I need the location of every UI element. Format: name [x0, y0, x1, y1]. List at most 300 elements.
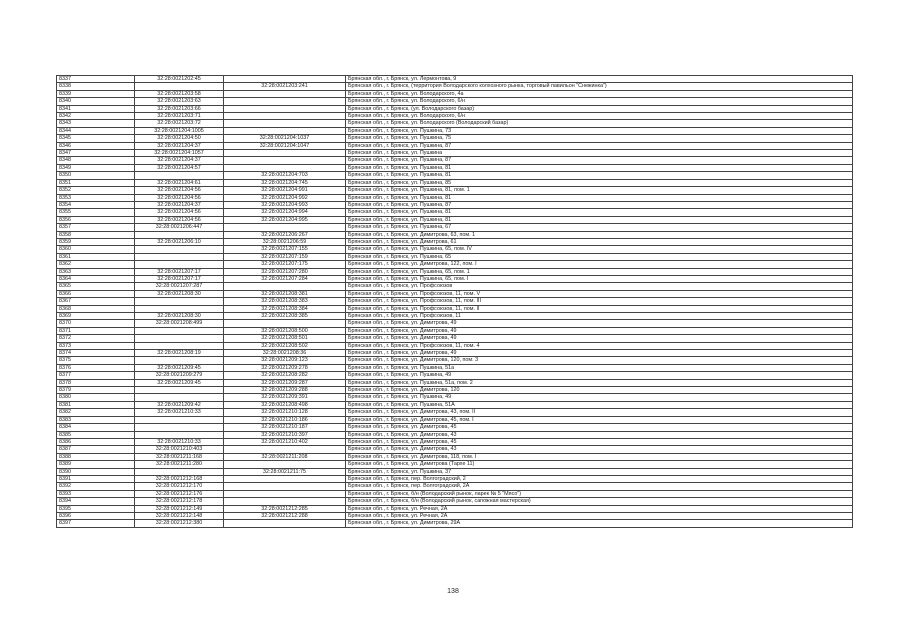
- building-cadastral-number-cell: 32:28:0021209:123: [224, 357, 346, 364]
- building-cadastral-number-cell: [224, 224, 346, 231]
- address-cell: Брянская обл., г. Брянск, ул. Димитрова, 43: [346, 446, 853, 453]
- address-cell: Брянская обл., г. Брянск, ул. Пушкина, 51А: [346, 401, 853, 408]
- building-cadastral-number-cell: [224, 150, 346, 157]
- land-cadastral-number-cell: 32:28:0021212:170: [135, 483, 224, 490]
- row-number-cell: 8341: [57, 105, 135, 112]
- land-cadastral-number-cell: 32:28:0021204:57: [135, 164, 224, 171]
- land-cadastral-number-cell: [135, 305, 224, 312]
- address-cell: Брянская обл., г. Брянск, ул. Пушкина, 81: [346, 172, 853, 179]
- building-cadastral-number-cell: 32:28:0021210:402: [224, 438, 346, 445]
- land-cadastral-number-cell: [135, 298, 224, 305]
- land-cadastral-number-cell: 32:28:0021204:37: [135, 201, 224, 208]
- land-cadastral-number-cell: [135, 253, 224, 260]
- row-number-cell: 8378: [57, 379, 135, 386]
- address-cell: Брянская обл., г. Брянск, ул. Профсоюзов, 11, пом. III: [346, 298, 853, 305]
- land-cadastral-number-cell: 32:28:0021208:499: [135, 320, 224, 327]
- land-cadastral-number-cell: [135, 83, 224, 90]
- table-row: [57, 231, 853, 238]
- land-cadastral-number-cell: [135, 357, 224, 364]
- building-cadastral-number-cell: [224, 520, 346, 527]
- table-row: [57, 327, 853, 334]
- address-cell: Брянская обл., г. Брянск, ул. Димитрова, 43, пом. II: [346, 409, 853, 416]
- address-cell: Брянская обл., г. Брянск, ул. Димитрова, 49: [346, 350, 853, 357]
- row-number-cell: 8376: [57, 364, 135, 371]
- row-number-cell: 8339: [57, 90, 135, 97]
- table-row: [57, 201, 853, 208]
- row-number-cell: 8374: [57, 350, 135, 357]
- building-cadastral-number-cell: 32:28:0021209:391: [224, 394, 346, 401]
- land-cadastral-number-cell: 32:28:0021203:58: [135, 90, 224, 97]
- land-cadastral-number-cell: 32:28:0021207:287: [135, 283, 224, 290]
- building-cadastral-number-cell: [224, 490, 346, 497]
- building-cadastral-number-cell: 32:28:0021204:994: [224, 209, 346, 216]
- land-cadastral-number-cell: [135, 261, 224, 268]
- building-cadastral-number-cell: [224, 98, 346, 105]
- land-cadastral-number-cell: 32:28:0021202:45: [135, 76, 224, 83]
- building-cadastral-number-cell: 32:28:0021208:36: [224, 350, 346, 357]
- land-cadastral-number-cell: 32:28:0021203:71: [135, 113, 224, 120]
- address-cell: Брянская обл., г. Брянск, (ул. Володарского базар): [346, 105, 853, 112]
- table-row: [57, 105, 853, 112]
- address-cell: Брянская обл., г. Брянск, пер. Волгоградский, 2: [346, 475, 853, 482]
- address-cell: Брянская обл., г. Брянск, ул. Пушкина, 49: [346, 372, 853, 379]
- land-cadastral-number-cell: 32:28:0021203:66: [135, 105, 224, 112]
- land-cadastral-number-cell: 32:28:0021206:10: [135, 238, 224, 245]
- building-cadastral-number-cell: 32:28:0021208:383: [224, 298, 346, 305]
- table-row: [57, 424, 853, 431]
- row-number-cell: 8360: [57, 246, 135, 253]
- table-row: [57, 387, 853, 394]
- row-number-cell: 8383: [57, 416, 135, 423]
- building-cadastral-number-cell: 32:28:0021209:288: [224, 387, 346, 394]
- land-cadastral-number-cell: [135, 335, 224, 342]
- address-cell: Брянская обл., г. Брянск, ул. Пушкина, 51а, пом. 2: [346, 379, 853, 386]
- land-cadastral-number-cell: [135, 424, 224, 431]
- row-number-cell: 8346: [57, 142, 135, 149]
- building-cadastral-number-cell: [224, 127, 346, 134]
- building-cadastral-number-cell: [224, 283, 346, 290]
- land-cadastral-number-cell: 32:28:0021210:403: [135, 446, 224, 453]
- row-number-cell: 8377: [57, 372, 135, 379]
- building-cadastral-number-cell: 32:28:0021208:381: [224, 290, 346, 297]
- table-row: [57, 179, 853, 186]
- address-cell: Брянская обл., г. Брянск, ул. Речная, 2А: [346, 505, 853, 512]
- land-cadastral-number-cell: 32:28:0021204:50: [135, 135, 224, 142]
- row-number-cell: 8375: [57, 357, 135, 364]
- table-row: [57, 157, 853, 164]
- building-cadastral-number-cell: [224, 483, 346, 490]
- table-row: [57, 357, 853, 364]
- building-cadastral-number-cell: 32:28:0021206:267: [224, 231, 346, 238]
- land-cadastral-number-cell: 32:28:0021204:1057: [135, 150, 224, 157]
- table-row: [57, 431, 853, 438]
- land-cadastral-number-cell: [135, 416, 224, 423]
- land-cadastral-number-cell: [135, 387, 224, 394]
- row-number-cell: 8394: [57, 498, 135, 505]
- address-cell: Брянская обл., г. Брянск, ул. Димитрова, 29А: [346, 520, 853, 527]
- row-number-cell: 8390: [57, 468, 135, 475]
- table-row: [57, 290, 853, 297]
- land-cadastral-number-cell: 32:28:0021208:30: [135, 290, 224, 297]
- building-cadastral-number-cell: 32:28:0021208:500: [224, 327, 346, 334]
- building-cadastral-number-cell: [224, 320, 346, 327]
- address-cell: Брянская обл., г. Брянск, ул. Пушкина, 87: [346, 157, 853, 164]
- registry-table: [56, 75, 853, 528]
- building-cadastral-number-cell: 32:28:0021207:284: [224, 275, 346, 282]
- land-cadastral-number-cell: 32:28:0021210:33: [135, 409, 224, 416]
- table-row: [57, 275, 853, 282]
- address-cell: Брянская обл., г. Брянск, ул. Димитрова, 61: [346, 238, 853, 245]
- address-cell: Брянская обл., г. Брянск, ул. Димитрова, 118, пом. I: [346, 453, 853, 460]
- table-row: [57, 298, 853, 305]
- row-number-cell: 8353: [57, 194, 135, 201]
- address-cell: Брянская обл., г. Брянск, ул. Димитрова, 120: [346, 387, 853, 394]
- table-row: [57, 520, 853, 527]
- registry-sheet: [56, 75, 852, 528]
- address-cell: Брянская обл., г. Брянск, ул. Пушкина, 81: [346, 216, 853, 223]
- address-cell: Брянская обл., г. Брянск, ул. Димитрова, 45, пом. I: [346, 416, 853, 423]
- table-row: [57, 475, 853, 482]
- building-cadastral-number-cell: 32:28:0021208:501: [224, 335, 346, 342]
- table-row: [57, 216, 853, 223]
- address-cell: Брянская обл., г. Брянск, ул. Димитрова, 49: [346, 320, 853, 327]
- row-number-cell: 8352: [57, 187, 135, 194]
- land-cadastral-number-cell: 32:28:0021211:280: [135, 461, 224, 468]
- land-cadastral-number-cell: 32:28:0021207:17: [135, 275, 224, 282]
- row-number-cell: 8349: [57, 164, 135, 171]
- land-cadastral-number-cell: 32:28:0021206:447: [135, 224, 224, 231]
- address-cell: Брянская обл., г. Брянск, ул. Профсоюзов, 11: [346, 313, 853, 320]
- building-cadastral-number-cell: [224, 164, 346, 171]
- row-number-cell: 8368: [57, 305, 135, 312]
- page-number: 138: [447, 588, 459, 595]
- address-cell: Брянская обл., г. Брянск, ул. Пушкина: [346, 150, 853, 157]
- row-number-cell: 8372: [57, 335, 135, 342]
- building-cadastral-number-cell: 32:28:0021207:175: [224, 261, 346, 268]
- land-cadastral-number-cell: 32:28:0021212:168: [135, 475, 224, 482]
- land-cadastral-number-cell: 32:28:0021204:37: [135, 142, 224, 149]
- land-cadastral-number-cell: 32:28:0021209:42: [135, 401, 224, 408]
- address-cell: Брянская обл., г. Брянск, ул. Пушкина, 81: [346, 164, 853, 171]
- address-cell: Брянская обл., г. Брянск, пер. Волгоградский, 2А: [346, 483, 853, 490]
- land-cadastral-number-cell: 32:28:0021208:30: [135, 313, 224, 320]
- row-number-cell: 8340: [57, 98, 135, 105]
- building-cadastral-number-cell: 32:28:0021212:285: [224, 505, 346, 512]
- row-number-cell: 8344: [57, 127, 135, 134]
- land-cadastral-number-cell: 32:28:0021204:37: [135, 157, 224, 164]
- row-number-cell: 8338: [57, 83, 135, 90]
- building-cadastral-number-cell: 32:28:0021204:992: [224, 194, 346, 201]
- table-row: [57, 120, 853, 127]
- land-cadastral-number-cell: 32:28:0021212:178: [135, 498, 224, 505]
- table-row: [57, 453, 853, 460]
- building-cadastral-number-cell: 32:28:0021204:993: [224, 201, 346, 208]
- table-row: [57, 142, 853, 149]
- table-row: [57, 283, 853, 290]
- address-cell: Брянская обл., г. Брянск, ул. Пушкина, 81: [346, 209, 853, 216]
- address-cell: Брянская обл., г. Брянск, ул. Лермонтова, 9: [346, 76, 853, 83]
- land-cadastral-number-cell: 32:28:0021209:45: [135, 364, 224, 371]
- building-cadastral-number-cell: 32:28:0021207:280: [224, 268, 346, 275]
- address-cell: Брянская обл., г. Брянск, ул. Димитрова, 43: [346, 431, 853, 438]
- address-cell: Брянская обл., г. Брянск, ул. Пушкина, 85: [346, 179, 853, 186]
- table-row: [57, 342, 853, 349]
- address-cell: Брянская обл., г. Брянск, ул. Профсоюзов: [346, 283, 853, 290]
- table-row: [57, 261, 853, 268]
- building-cadastral-number-cell: 32:28:0021204:1037: [224, 135, 346, 142]
- building-cadastral-number-cell: 32:28:0021206:59: [224, 238, 346, 245]
- land-cadastral-number-cell: 32:28:0021212:380: [135, 520, 224, 527]
- row-number-cell: 8342: [57, 113, 135, 120]
- address-cell: Брянская обл., г. Брянск, (территория Володарского колхозного рынка, торговый павильон "Снежинка"): [346, 83, 853, 90]
- address-cell: Брянская обл., г. Брянск, ул. Пушкина, 51а: [346, 364, 853, 371]
- row-number-cell: 8348: [57, 157, 135, 164]
- building-cadastral-number-cell: [224, 498, 346, 505]
- row-number-cell: 8356: [57, 216, 135, 223]
- table-row: [57, 194, 853, 201]
- registry-table-body: [57, 76, 853, 528]
- land-cadastral-number-cell: [135, 468, 224, 475]
- land-cadastral-number-cell: 32:28:0021209:45: [135, 379, 224, 386]
- building-cadastral-number-cell: [224, 105, 346, 112]
- row-number-cell: 8393: [57, 490, 135, 497]
- row-number-cell: 8365: [57, 283, 135, 290]
- table-row: [57, 98, 853, 105]
- table-row: [57, 135, 853, 142]
- land-cadastral-number-cell: 32:28:0021208:19: [135, 350, 224, 357]
- building-cadastral-number-cell: 32:28:0021208:498: [224, 401, 346, 408]
- land-cadastral-number-cell: 32:28:0021209:279: [135, 372, 224, 379]
- land-cadastral-number-cell: 32:28:0021212:148: [135, 512, 224, 519]
- row-number-cell: 8354: [57, 201, 135, 208]
- table-row: [57, 461, 853, 468]
- table-row: [57, 268, 853, 275]
- table-row: [57, 90, 853, 97]
- address-cell: Брянская обл., г. Брянск, ул. Профсоюзов, 11, пом. 4: [346, 342, 853, 349]
- table-row: [57, 498, 853, 505]
- row-number-cell: 8351: [57, 179, 135, 186]
- building-cadastral-number-cell: [224, 90, 346, 97]
- address-cell: Брянская обл., г. Брянск, ул. Володарского, 6/н: [346, 113, 853, 120]
- table-row: [57, 76, 853, 83]
- table-row: [57, 187, 853, 194]
- row-number-cell: 8371: [57, 327, 135, 334]
- address-cell: Брянская обл., г. Брянск, ул. Димитрова, 49: [346, 327, 853, 334]
- land-cadastral-number-cell: 32:28:0021212:176: [135, 490, 224, 497]
- table-row: [57, 364, 853, 371]
- address-cell: Брянская обл., г. Брянск, ул. Пушкина, 65, пом. IV: [346, 246, 853, 253]
- address-cell: Брянская обл., г. Брянск, б/н (Володарский рынок, сапожная мастерская): [346, 498, 853, 505]
- building-cadastral-number-cell: 32:28:0021204:1047: [224, 142, 346, 149]
- building-cadastral-number-cell: 32:28:0021210:397: [224, 431, 346, 438]
- address-cell: Брянская обл., г. Брянск, ул. Димитрова, 45: [346, 424, 853, 431]
- land-cadastral-number-cell: [135, 327, 224, 334]
- address-cell: Брянская обл., г. Брянск, ул. Димитрова, 120, пом. 3: [346, 357, 853, 364]
- building-cadastral-number-cell: 32:28:0021203:241: [224, 83, 346, 90]
- table-row: [57, 438, 853, 445]
- building-cadastral-number-cell: 32:28:0021209:287: [224, 379, 346, 386]
- building-cadastral-number-cell: 32:28:0021208:385: [224, 313, 346, 320]
- table-row: [57, 150, 853, 157]
- land-cadastral-number-cell: 32:28:0021212:149: [135, 505, 224, 512]
- address-cell: Брянская обл., г. Брянск, ул. Пушкина, 75: [346, 135, 853, 142]
- building-cadastral-number-cell: 32:28:0021204:995: [224, 216, 346, 223]
- table-row: [57, 394, 853, 401]
- building-cadastral-number-cell: 32:28:0021210:186: [224, 416, 346, 423]
- address-cell: Брянская обл., г. Брянск, б/н (Володарский рынок, ларек № 5 "Мясо"): [346, 490, 853, 497]
- row-number-cell: 8389: [57, 461, 135, 468]
- table-row: [57, 401, 853, 408]
- building-cadastral-number-cell: [224, 475, 346, 482]
- land-cadastral-number-cell: 32:28:0021204:1005: [135, 127, 224, 134]
- row-number-cell: 8395: [57, 505, 135, 512]
- address-cell: Брянская обл., г. Брянск, ул. Пушкина, 81: [346, 194, 853, 201]
- table-row: [57, 238, 853, 245]
- building-cadastral-number-cell: [224, 120, 346, 127]
- building-cadastral-number-cell: 32:28:0021208:282: [224, 372, 346, 379]
- row-number-cell: 8355: [57, 209, 135, 216]
- table-row: [57, 350, 853, 357]
- table-row: [57, 253, 853, 260]
- address-cell: Брянская обл., г. Брянск, ул. Пушкина, 65: [346, 253, 853, 260]
- table-row: [57, 313, 853, 320]
- row-number-cell: 8366: [57, 290, 135, 297]
- row-number-cell: 8396: [57, 512, 135, 519]
- table-row: [57, 113, 853, 120]
- row-number-cell: 8345: [57, 135, 135, 142]
- table-row: [57, 468, 853, 475]
- row-number-cell: 8370: [57, 320, 135, 327]
- address-cell: Брянская обл., г. Брянск, ул. Димитрова (Тархе 11): [346, 461, 853, 468]
- building-cadastral-number-cell: 32:28:0021204:745: [224, 179, 346, 186]
- building-cadastral-number-cell: 32:28:0021211:75: [224, 468, 346, 475]
- building-cadastral-number-cell: 32:28:0021208:384: [224, 305, 346, 312]
- building-cadastral-number-cell: [224, 461, 346, 468]
- row-number-cell: 8362: [57, 261, 135, 268]
- building-cadastral-number-cell: 32:28:0021211:208: [224, 453, 346, 460]
- table-row: [57, 379, 853, 386]
- address-cell: Брянская обл., г. Брянск, ул. Пушкина, 87: [346, 201, 853, 208]
- row-number-cell: 8384: [57, 424, 135, 431]
- row-number-cell: 8379: [57, 387, 135, 394]
- address-cell: Брянская обл., г. Брянск, ул. Димитрова, 45: [346, 438, 853, 445]
- table-row: [57, 224, 853, 231]
- building-cadastral-number-cell: [224, 157, 346, 164]
- land-cadastral-number-cell: 32:28:0021204:56: [135, 194, 224, 201]
- address-cell: Брянская обл., г. Брянск, ул. Пушкина, 73: [346, 127, 853, 134]
- address-cell: Брянская обл., г. Брянск, ул. Пушкина, 37: [346, 468, 853, 475]
- address-cell: Брянская обл., г. Брянск, ул. Речная, 2А: [346, 512, 853, 519]
- table-row: [57, 409, 853, 416]
- row-number-cell: 8380: [57, 394, 135, 401]
- row-number-cell: 8387: [57, 446, 135, 453]
- row-number-cell: 8369: [57, 313, 135, 320]
- row-number-cell: 8373: [57, 342, 135, 349]
- address-cell: Брянская обл., г. Брянск, ул. Димитрова, 49: [346, 335, 853, 342]
- table-row: [57, 512, 853, 519]
- row-number-cell: 8397: [57, 520, 135, 527]
- address-cell: Брянская обл., г. Брянск, ул. Пушкина, 49: [346, 394, 853, 401]
- row-number-cell: 8385: [57, 431, 135, 438]
- land-cadastral-number-cell: [135, 231, 224, 238]
- row-number-cell: 8347: [57, 150, 135, 157]
- row-number-cell: 8381: [57, 401, 135, 408]
- land-cadastral-number-cell: [135, 342, 224, 349]
- table-row: [57, 83, 853, 90]
- table-row: [57, 305, 853, 312]
- table-row: [57, 172, 853, 179]
- address-cell: Брянская обл., г. Брянск, ул. Пушкина, 65, пом. 1: [346, 268, 853, 275]
- address-cell: Брянская обл., г. Брянск, ул. Пушкина, 81, пом. 1: [346, 187, 853, 194]
- land-cadastral-number-cell: 32:28:0021204:56: [135, 209, 224, 216]
- row-number-cell: 8357: [57, 224, 135, 231]
- land-cadastral-number-cell: [135, 394, 224, 401]
- land-cadastral-number-cell: 32:28:0021211:168: [135, 453, 224, 460]
- row-number-cell: 8343: [57, 120, 135, 127]
- row-number-cell: 8350: [57, 172, 135, 179]
- table-row: [57, 320, 853, 327]
- table-row: [57, 335, 853, 342]
- building-cadastral-number-cell: 32:28:0021204:703: [224, 172, 346, 179]
- address-cell: Брянская обл., г. Брянск, ул. Димитрова, 63, пом. 1: [346, 231, 853, 238]
- row-number-cell: 8382: [57, 409, 135, 416]
- building-cadastral-number-cell: [224, 76, 346, 83]
- row-number-cell: 8337: [57, 76, 135, 83]
- table-row: [57, 372, 853, 379]
- land-cadastral-number-cell: 32:28:0021207:17: [135, 268, 224, 275]
- address-cell: Брянская обл., г. Брянск, ул. Профсоюзов, 11, пом. II: [346, 305, 853, 312]
- table-row: [57, 246, 853, 253]
- row-number-cell: 8367: [57, 298, 135, 305]
- table-row: [57, 164, 853, 171]
- row-number-cell: 8358: [57, 231, 135, 238]
- land-cadastral-number-cell: 32:28:0021203:72: [135, 120, 224, 127]
- land-cadastral-number-cell: [135, 246, 224, 253]
- row-number-cell: 8388: [57, 453, 135, 460]
- table-row: [57, 127, 853, 134]
- row-number-cell: 8361: [57, 253, 135, 260]
- building-cadastral-number-cell: [224, 446, 346, 453]
- address-cell: Брянская обл., г. Брянск, ул. Володарского (Володарский базар): [346, 120, 853, 127]
- land-cadastral-number-cell: [135, 172, 224, 179]
- land-cadastral-number-cell: 32:28:0021204:56: [135, 187, 224, 194]
- row-number-cell: 8363: [57, 268, 135, 275]
- row-number-cell: 8392: [57, 483, 135, 490]
- building-cadastral-number-cell: 32:28:0021204:991: [224, 187, 346, 194]
- building-cadastral-number-cell: [224, 113, 346, 120]
- address-cell: Брянская обл., г. Брянск, ул. Пушкина, 87: [346, 142, 853, 149]
- building-cadastral-number-cell: 32:28:0021212:288: [224, 512, 346, 519]
- land-cadastral-number-cell: 32:28:0021204:61: [135, 179, 224, 186]
- land-cadastral-number-cell: 32:28:0021203:63: [135, 98, 224, 105]
- land-cadastral-number-cell: 32:28:0021210:33: [135, 438, 224, 445]
- land-cadastral-number-cell: [135, 431, 224, 438]
- row-number-cell: 8391: [57, 475, 135, 482]
- row-number-cell: 8359: [57, 238, 135, 245]
- address-cell: Брянская обл., г. Брянск, ул. Володарского, 4а: [346, 90, 853, 97]
- address-cell: Брянская обл., г. Брянск, ул. Пушкина, 67: [346, 224, 853, 231]
- address-cell: Брянская обл., г. Брянск, ул. Димитрова, 122, пом. I: [346, 261, 853, 268]
- table-row: [57, 209, 853, 216]
- table-row: [57, 416, 853, 423]
- table-row: [57, 505, 853, 512]
- address-cell: Брянская обл., г. Брянск, ул. Профсоюзов, 11, пом. V: [346, 290, 853, 297]
- building-cadastral-number-cell: 32:28:0021207:155: [224, 246, 346, 253]
- building-cadastral-number-cell: 32:28:0021210:187: [224, 424, 346, 431]
- building-cadastral-number-cell: 32:28:0021208:502: [224, 342, 346, 349]
- building-cadastral-number-cell: 32:28:0021210:128: [224, 409, 346, 416]
- building-cadastral-number-cell: 32:28:0021209:278: [224, 364, 346, 371]
